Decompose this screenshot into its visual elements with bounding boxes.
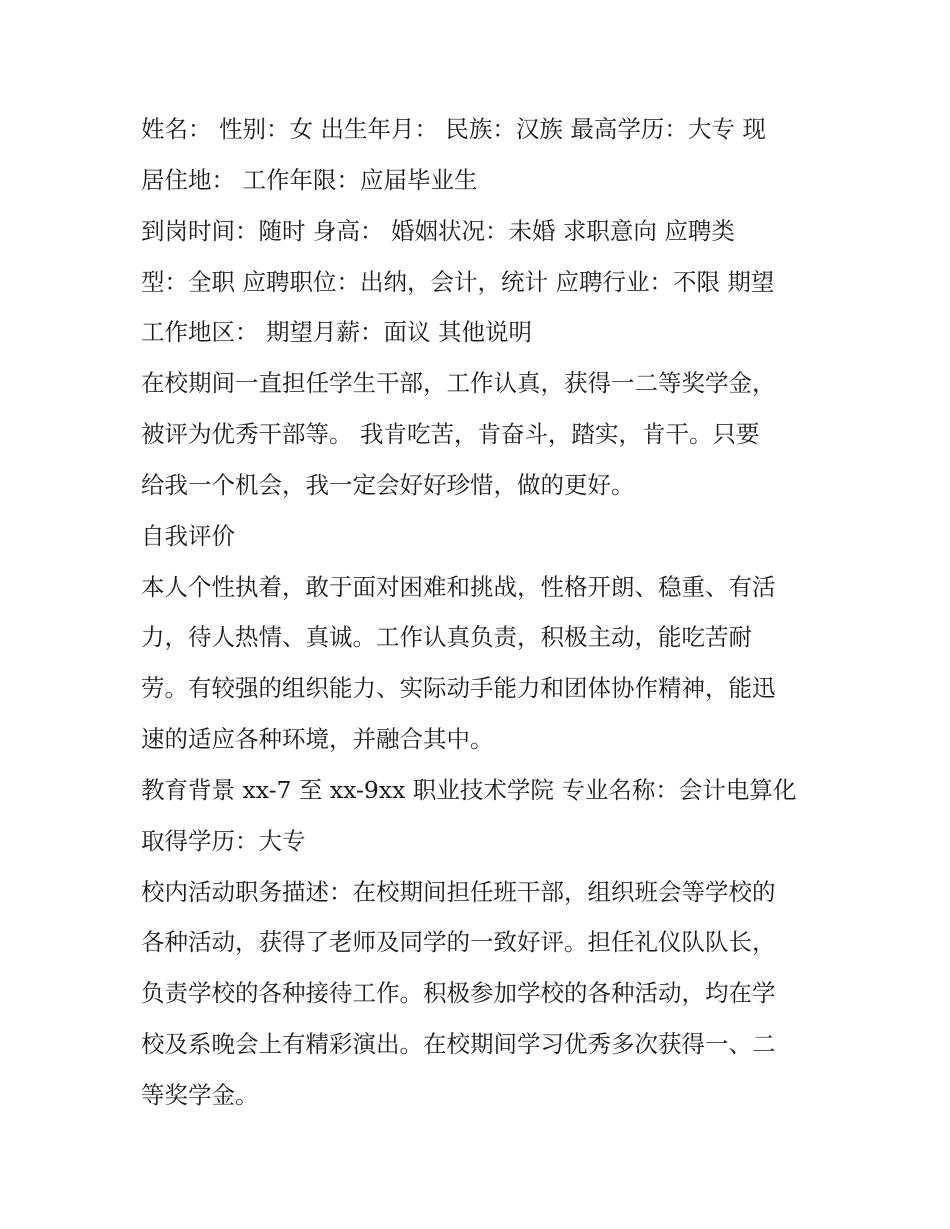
job-intention-line: 工作地区： 期望月薪：面议 其他说明 — [141, 318, 532, 346]
self-evaluation-line: 劳。有较强的组织能力、实际动手能力和团体协作精神，能迅 — [141, 674, 776, 702]
job-intention-line: 到岗时间：随时 身高： 婚姻状况：未婚 求职意向 应聘类 — [141, 217, 735, 245]
education-line: 教育背景 xx-7 至 xx-9xx 职业技术学院 专业名称：会计电算化 — [141, 776, 797, 804]
personal-info-line: 姓名： 性别：女 出生年月： 民族：汉族 最高学历：大专 现 — [141, 115, 766, 143]
campus-activity-line: 等奖学金。 — [141, 1081, 259, 1109]
campus-activity-line: 各种活动，获得了老师及同学的一致好评。担任礼仪队队长， — [141, 928, 776, 956]
personal-info-line: 居住地： 工作年限：应届毕业生 — [141, 166, 478, 194]
job-intention-line: 型：全职 应聘职位：出纳，会计，统计 应聘行业：不限 期望 — [141, 268, 775, 296]
other-notes-line: 被评为优秀干部等。 我肯吃苦，肯奋斗，踏实，肯干。只要 — [141, 420, 760, 448]
campus-activity-line: 校内活动职务描述：在校期间担任班干部，组织班会等学校的 — [141, 878, 776, 906]
education-line: 取得学历：大专 — [141, 827, 306, 855]
campus-activity-line: 负责学校的各种接待工作。积极参加学校的各种活动，均在学 — [141, 979, 776, 1007]
self-evaluation-line: 本人个性执着，敢于面对困难和挑战，性格开朗、稳重、有活 — [141, 573, 776, 601]
other-notes-line: 给我一个机会，我一定会好好珍惜，做的更好。 — [141, 471, 635, 499]
other-notes-line: 在校期间一直担任学生干部，工作认真，获得一二等奖学金， — [141, 369, 776, 397]
self-evaluation-line: 力，待人热情、真诚。工作认真负责，积极主动，能吃苦耐 — [141, 623, 752, 651]
self-evaluation-line: 速的适应各种环境，并融合其中。 — [141, 725, 494, 753]
self-evaluation-heading: 自我评价 — [141, 522, 235, 550]
campus-activity-line: 校及系晚会上有精彩演出。在校期间学习优秀多次获得一、二 — [141, 1030, 776, 1058]
